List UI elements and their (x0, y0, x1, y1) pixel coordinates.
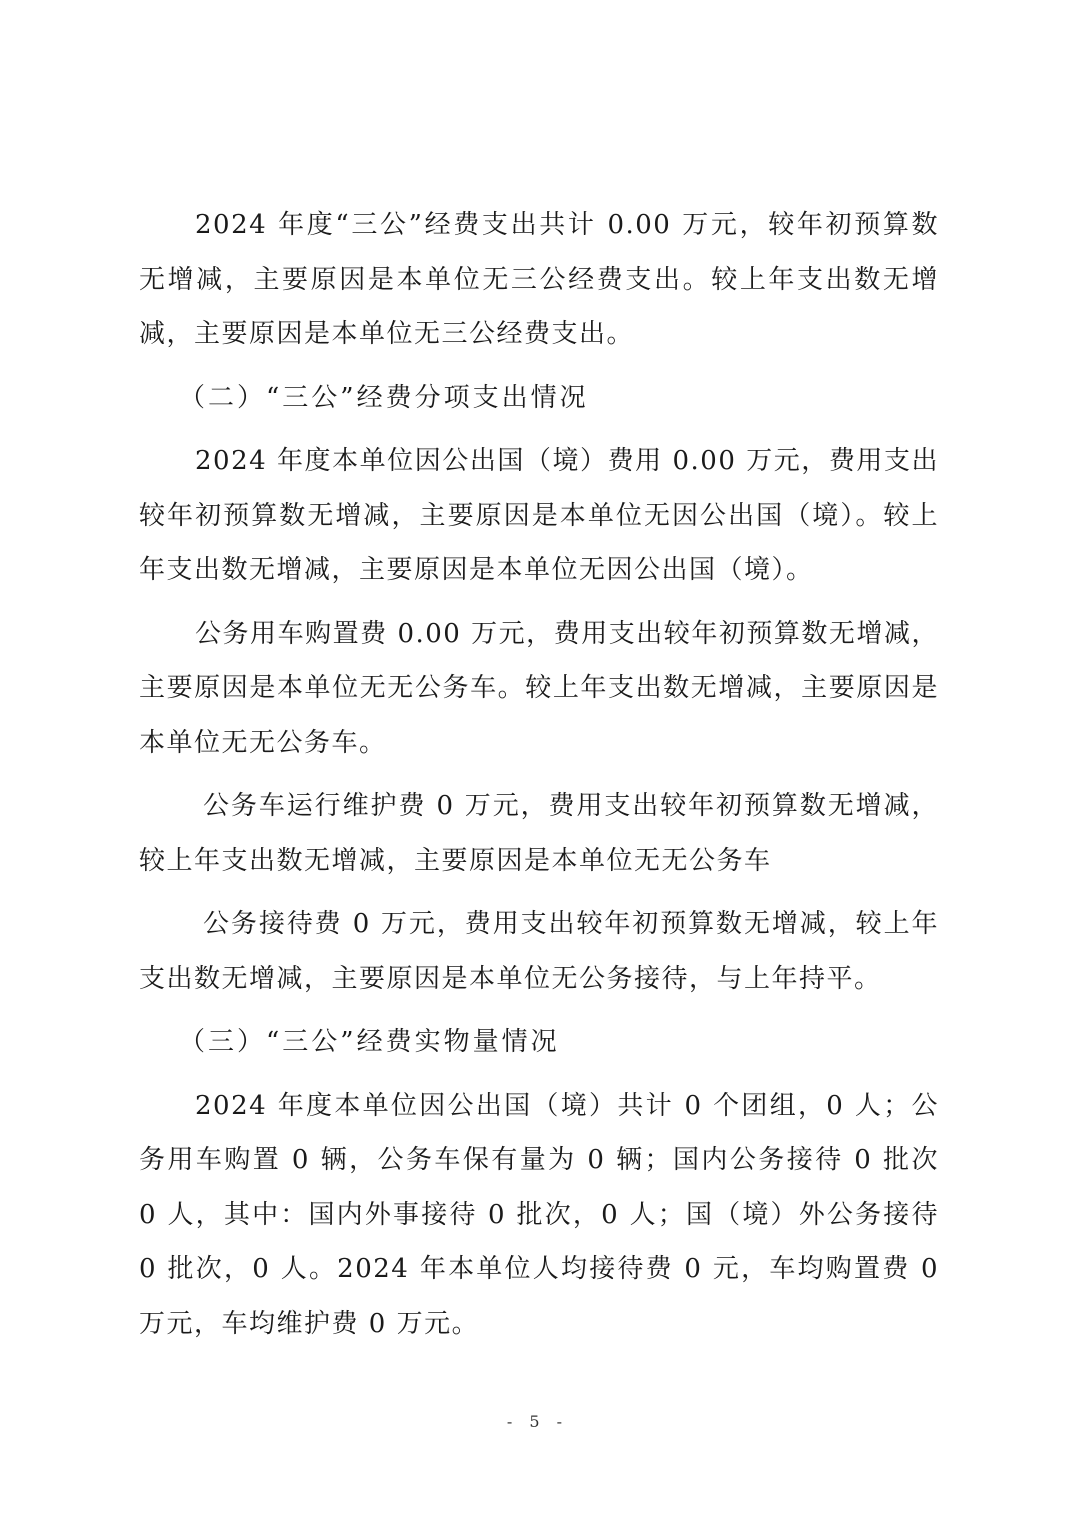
paragraph-vehicle-purchase: 公务用车购置费 0.00 万元，费用支出较年初预算数无增减，主要原因是本单位无无公务车。较上年支出数无增减，主要原因是本单位无无公务车。 (139, 618, 939, 758)
paragraph-vehicle-maintenance: 公务车运行维护费 0 万元，费用支出较年初预算数无增减，较上年支出数无增减，主要原因是本单位无无公务车 (139, 791, 939, 876)
paragraph-physical-quantity: 2024 年度本单位因公出国（境）共计 0 个团组，0 人；公务用车购置 0 辆，公务车保有量为 0 辆；国内公务接待 0 批次 0 人，其中：国内外事接待 0 批次，0 人；国（境）外公务接待 0 批次，0 人。2024 年本单位人均接待费 0 元，车均购置费 0 万元，车均维护费 0 万元。 (139, 1090, 939, 1339)
paragraph-overseas-travel: 2024 年度本单位因公出国（境）费用 0.00 万元，费用支出较年初预算数无增减，主要原因是本单位无因公出国（境）。较上年支出数无增减，主要原因是本单位无因公出国（境）。 (139, 446, 939, 585)
document-body (139, 198, 939, 1351)
paragraph-reception: 公务接待费 0 万元，费用支出较年初预算数无增减，较上年支出数无增减，主要原因是本单位无公务接待，与上年持平。 (139, 909, 939, 994)
paragraph-total-expenditure: 2024 年度“三公”经费支出共计 0.00 万元，较年初预算数无增减，主要原因是本单位无三公经费支出。较上年支出数无增减，主要原因是本单位无三公经费支出。 (139, 210, 939, 349)
page-number: - 5 - (506, 1412, 569, 1431)
section-heading-physical-quantity: （三）“三公”经费实物量情况 (179, 1027, 560, 1057)
section-heading-itemized: （二）“三公”经费分项支出情况 (179, 382, 589, 413)
